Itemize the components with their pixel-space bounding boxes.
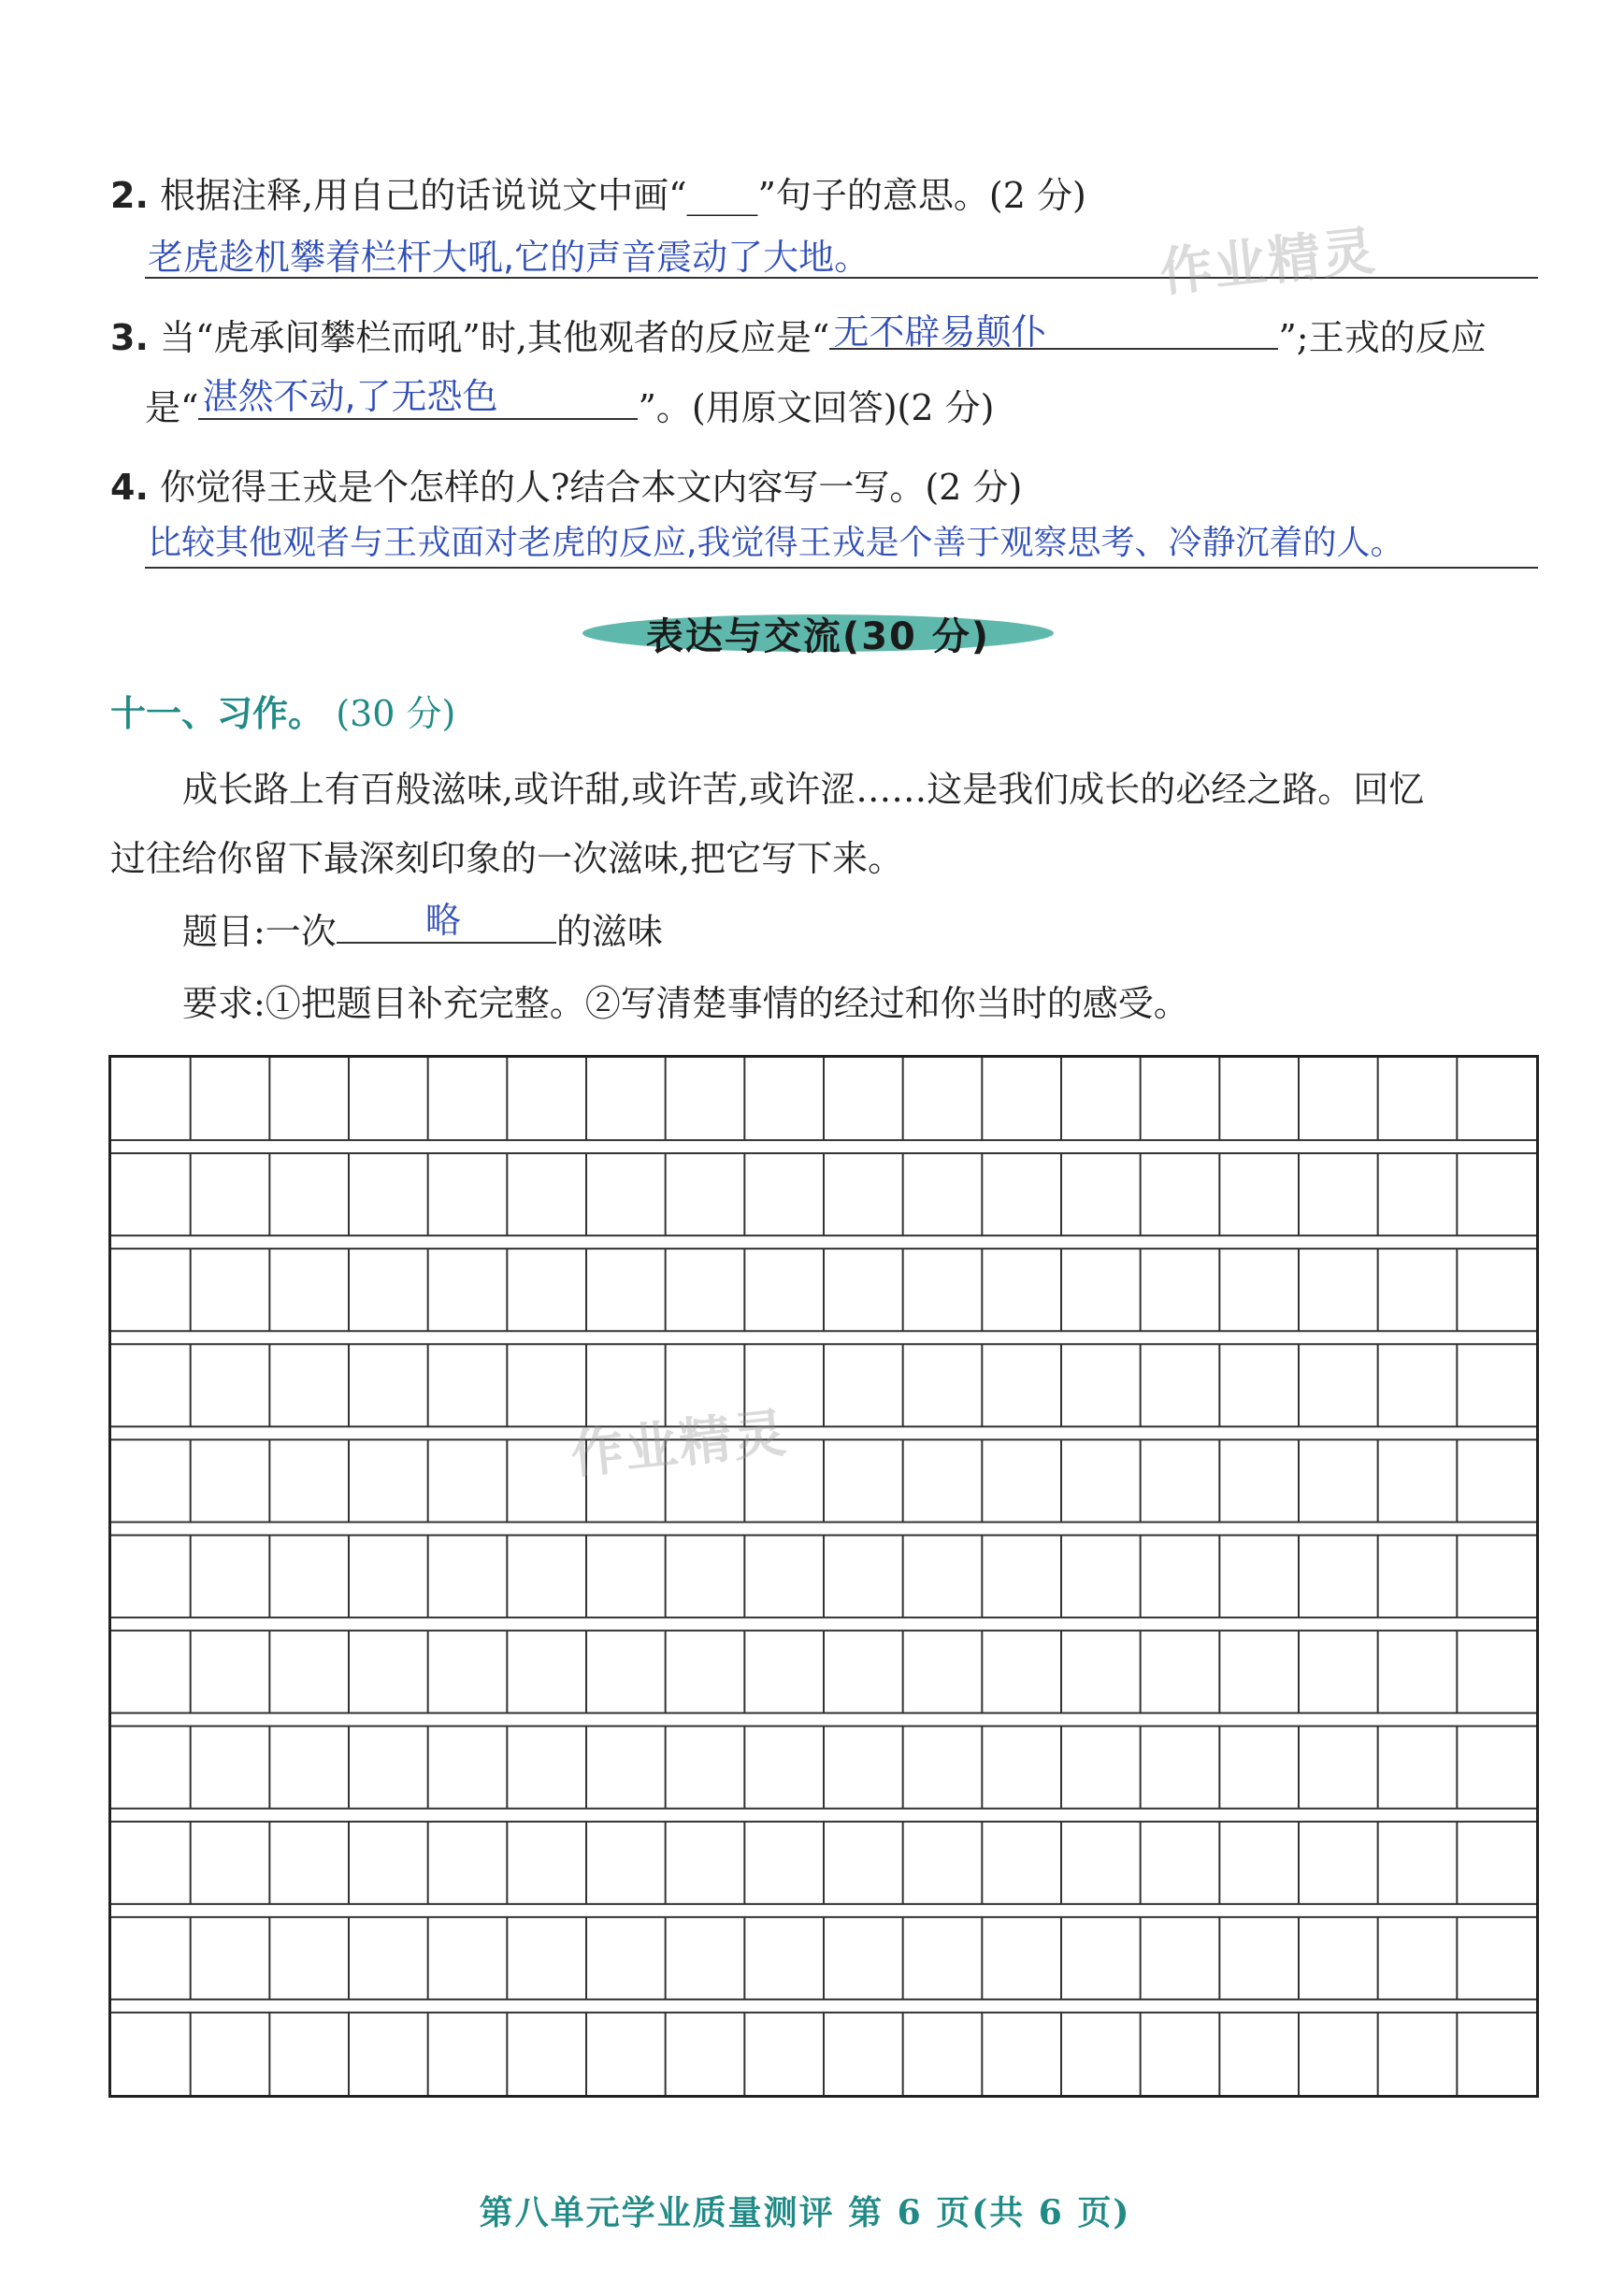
watermark: 作业精灵 <box>1157 221 1380 304</box>
banner-title: 表达与交流(30 分) <box>645 615 991 658</box>
answer-line <box>145 567 1538 569</box>
prompt-line-2: 过往给你留下最深刻印象的一次滋味,把它写下来。 <box>110 838 904 879</box>
question-2 <box>110 166 1086 218</box>
topic-suffix: 的滋味 <box>555 911 663 952</box>
answer-q3-2: 湛然不动,了无恐色 <box>202 376 498 417</box>
question-number: 4. <box>110 467 149 508</box>
answer-blank-2[interactable] <box>198 376 638 420</box>
answer-blank-1[interactable] <box>829 310 1278 353</box>
topic-line <box>182 900 663 954</box>
question-number: 2. <box>110 175 149 216</box>
writing-grid[interactable] <box>108 1055 1539 2098</box>
prompt-line-1: 成长路上有百般滋味,或许甜,或许苦,或许涩……这是我们成长的必经之路。回忆 <box>182 769 1425 810</box>
section-11-title <box>110 685 455 736</box>
question-4 <box>110 458 1022 510</box>
question-number: 3. <box>110 317 149 358</box>
watermark: 作业精灵 <box>568 1403 791 1486</box>
question-text-part1: 当“虎承间攀栏而吼”时,其他观者的反应是“ <box>159 317 830 358</box>
section-banner <box>580 603 1057 657</box>
section-11-points: (30 分) <box>336 693 456 734</box>
answer-q3-1: 无不辟易颠仆 <box>833 311 1047 353</box>
question-text-part3: 是“ <box>145 387 199 428</box>
question-text: 你觉得王戎是个怎样的人?结合本文内容写一写。(2 分) <box>159 467 1023 508</box>
question-text-part4: ”。(用原文回答)(2 分) <box>638 387 995 428</box>
answer-q2[interactable]: 老虎趁机攀着栏杆大吼,它的声音震动了大地。 <box>148 237 870 278</box>
question-text: 根据注释,用自己的话说说文中画“____”句子的意思。(2 分) <box>159 175 1086 216</box>
page-footer: 第八单元学业质量测评 第 6 页(共 6 页) <box>479 2193 1131 2232</box>
question-3 <box>110 309 1487 360</box>
writing-grid-svg <box>111 1058 1536 2095</box>
question-3-line2 <box>145 376 995 430</box>
topic-blank[interactable] <box>337 900 556 944</box>
answer-q4[interactable]: 比较其他观者与王戎面对老虎的反应,我觉得王戎是个善于观察思考、冷静沉着的人。 <box>148 524 1404 562</box>
requirements-line: 要求:①把题目补充完整。②写清楚事情的经过和你当时的感受。 <box>182 983 1189 1024</box>
question-text-part2: ”;王戎的反应 <box>1278 317 1487 358</box>
topic-answer: 略 <box>424 900 461 941</box>
topic-prefix: 题目:一次 <box>182 911 337 952</box>
section-11-label: 十一、习作。 <box>110 693 324 734</box>
